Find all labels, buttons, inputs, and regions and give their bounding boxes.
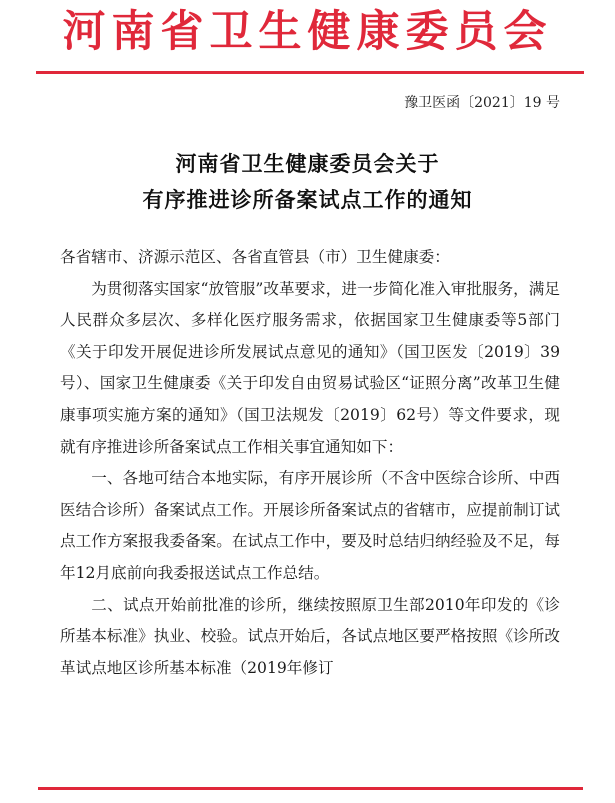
notice-title-line-2: 有序推进诊所备案试点工作的通知: [142, 187, 473, 212]
salutation: 各省辖市、济源示范区、各省直管县（市）卫生健康委：: [60, 248, 450, 266]
header-red-rule: [36, 71, 584, 74]
notice-body: [60, 242, 560, 684]
body-paragraph: 一、各地可结合本地实际，有序开展诊所（不含中医综合诊所、中西医结合诊所）备案试点工作。开展诊所备案试点的省辖市，应提前制订试点工作方案报我委备案。在试点工作中，要及时总结归纳经验及不足，每年12月底前向我委报送试点工作总结。: [60, 469, 560, 582]
org-header-title: 河南省卫生健康委员会: [62, 7, 553, 57]
bottom-red-rule: [38, 787, 583, 790]
document-number: 豫卫医函〔2021〕19 号: [404, 95, 560, 111]
body-paragraph: 二、试点开始前批准的诊所，继续按照原卫生部2010年印发的《诊所基本标准》执业、校验。试点开始后，各试点地区要严格按照《诊所改革试点地区诊所基本标准（2019年修订: [60, 595, 560, 677]
body-paragraph: 为贯彻落实国家“放管服”改革要求，进一步简化准入审批服务，满足人民群众多层次、多样化医疗服务需求，依据国家卫生健康委等5部门《关于印发开展促进诊所发展试点意见的通知》（国卫医发〔2019〕39号）、国家卫生健康委《关于印发自由贸易试验区“证照分离”改革卫生健康事项实施方案的通知》（国卫法规发〔2019〕62号）等文件要求，现就有序推进诊所备案试点工作相关事宜通知如下：: [60, 279, 560, 456]
notice-title-line-1: 河南省卫生健康委员会关于: [175, 151, 440, 176]
